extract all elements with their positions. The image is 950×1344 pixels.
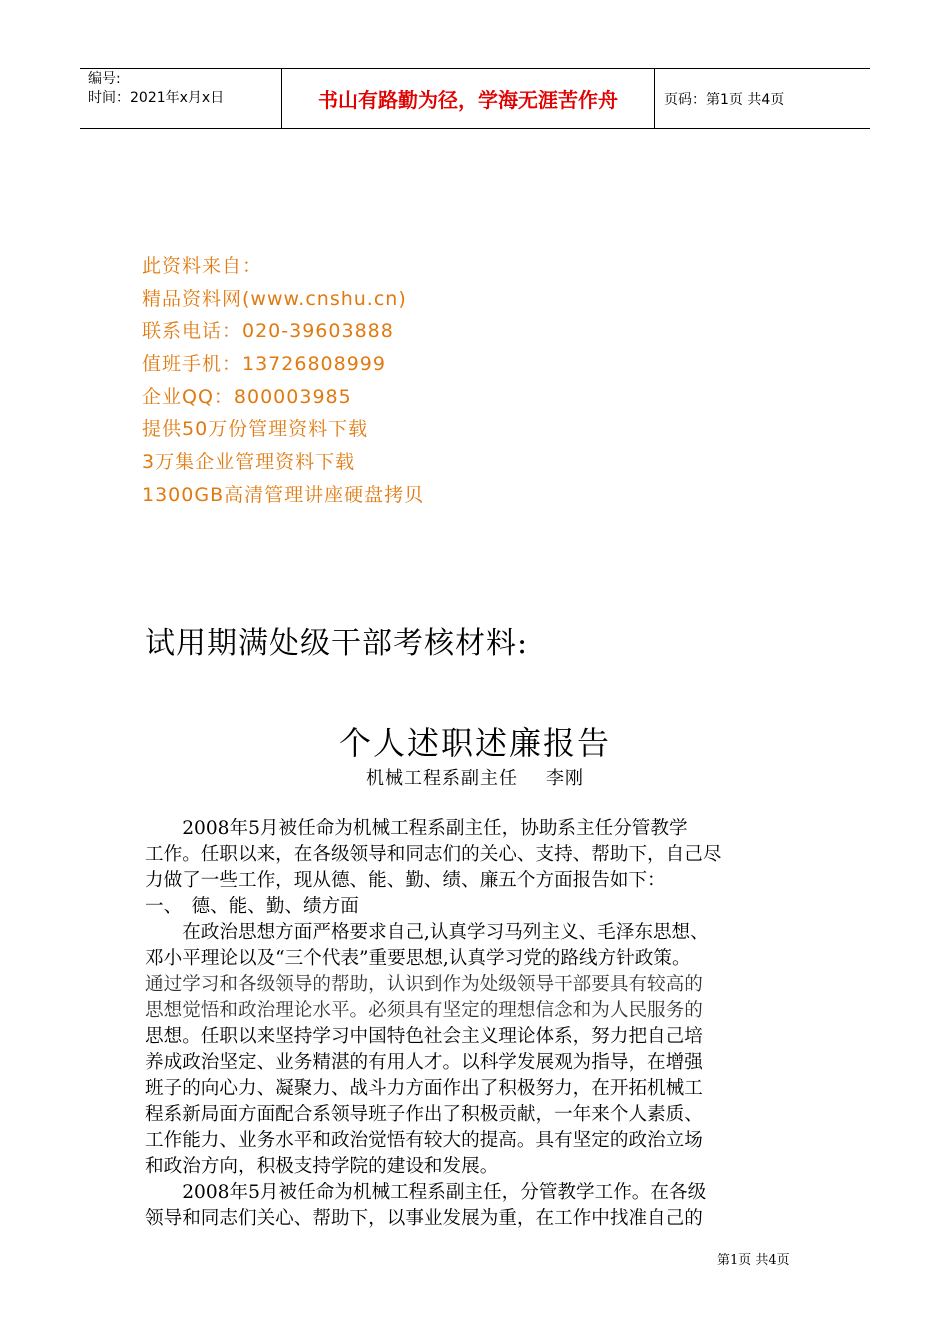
body-line: 工作能力、业务水平和政治觉悟有较大的提高。具有坚定的政治立场: [145, 1130, 703, 1151]
ad-line: 1300GB高清管理讲座硬盘拷贝: [142, 483, 425, 506]
ad-line: 提供50万份管理资料下载: [142, 418, 369, 441]
ad-line: 值班手机：13726808999: [142, 353, 386, 376]
ad-line: 精品资料网(www.cnshu.cn): [142, 287, 407, 310]
time-label: 时间：2021年x月x日: [88, 90, 225, 106]
body-line: 班子的向心力、凝聚力、战斗力方面作出了积极努力，在开拓机械工: [145, 1078, 703, 1099]
ad-line: 3万集企业管理资料下载: [142, 451, 356, 474]
body-line: 2008年5月被任命为机械工程系副主任，协助系主任分管教学: [182, 818, 688, 839]
body-line: 养成政治坚定、业务精湛的有用人才。以科学发展观为指导，在增强: [145, 1052, 703, 1073]
report-title: 个人述职述廉报告: [338, 724, 611, 762]
author-line: [0, 764, 950, 790]
header-motto: 书山有路勤为径，学海无涯苦作舟: [318, 88, 618, 112]
body-line: 2008年5月被任命为机械工程系副主任，分管教学工作。在各级: [182, 1182, 707, 1203]
body-line: 思想觉悟和政治理论水平。必须具有坚定的理想信念和为人民服务的: [145, 1000, 703, 1021]
header-bottom-rule: [80, 128, 870, 129]
header-top-rule: [80, 68, 870, 69]
section-heading: 一、 德、能、勤、绩方面: [145, 896, 359, 917]
author-role: 机械工程系副主任: [366, 768, 518, 789]
header-page-label: 页码：第1页 共4页: [664, 92, 785, 108]
header-divider: [654, 68, 655, 129]
body-line: 思想。任职以来坚持学习中国特色社会主义理论体系，努力把自己培: [145, 1026, 703, 1047]
number-label: 编号:: [88, 71, 121, 87]
page-footer: 第1页 共4页: [717, 1253, 790, 1268]
report-body: [145, 816, 820, 1232]
author-name: 李刚: [546, 768, 584, 789]
document-title: 试用期满处级干部考核材料:: [145, 626, 529, 661]
body-line: 和政治方向，积极支持学院的建设和发展。: [145, 1156, 499, 1177]
body-line: 力做了一些工作，现从德、能、勤、绩、廉五个方面报告如下：: [145, 870, 666, 891]
body-line: 在政治思想方面严格要求自己,认真学习马列主义、毛泽东思想、: [182, 922, 709, 943]
ad-line: 联系电话：020-39603888: [142, 320, 394, 343]
body-line: 程系新局面方面配合系领导班子作出了积极贡献，一年来个人素质、: [145, 1104, 703, 1125]
body-line: 工作。任职以来，在各级领导和同志们的关心、支持、帮助下，自己尽: [145, 844, 722, 865]
body-line: 领导和同志们关心、帮助下，以事业发展为重，在工作中找准自己的: [145, 1208, 703, 1229]
header-info: [88, 70, 224, 108]
ad-line: 此资料来自：: [142, 255, 263, 277]
ad-line: 企业QQ：800003985: [142, 385, 352, 408]
body-line: 通过学习和各级领导的帮助，认识到作为处级领导干部要具有较高的: [145, 974, 703, 995]
body-line: 邓小平理论以及“三个代表”重要思想,认真学习党的路线方针政策。: [145, 948, 691, 969]
source-info-block: [142, 250, 424, 512]
